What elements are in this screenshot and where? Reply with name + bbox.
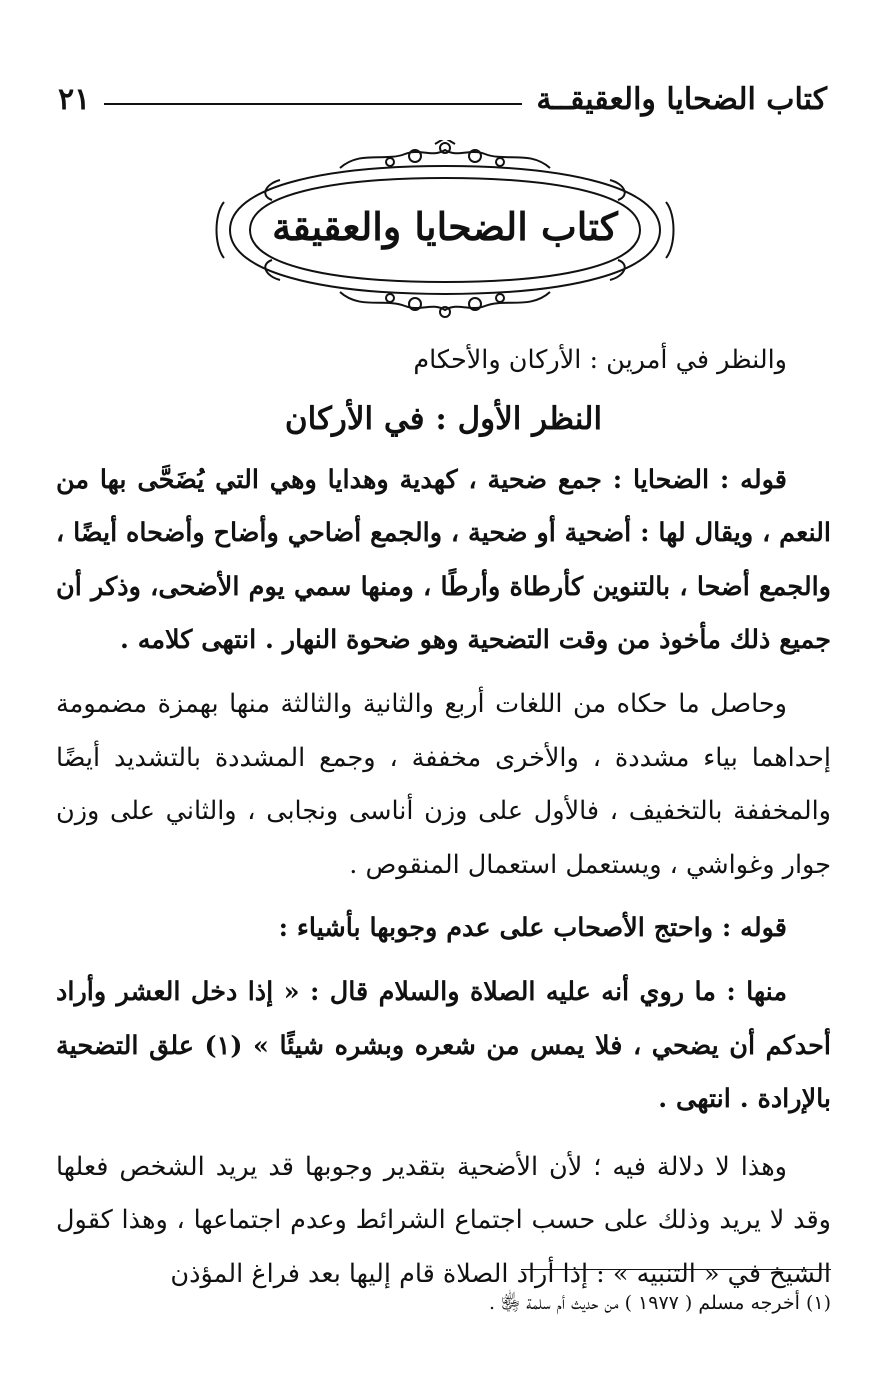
page-number: ٢١ [58, 82, 91, 117]
paragraph-3: قوله : واحتج الأصحاب على عدم وجوبها بأشياء : [278, 913, 787, 944]
running-header [58, 78, 827, 122]
paragraph-2: وحاصل ما حكاه من اللغات أربع والثانية والثالثة منها بهمزة مضمومة إحداهما بياء مشددة ، والأخرى مخففة ، وجمع المشددة بالتشديد أيضًا والمخففة بالتخفيف ، فالأول على وزن أناسى ونجابى ، والثاني على وزن جوار وغواشي ، ويستعمل استعمال المنقوص . [56, 688, 831, 880]
paragraph-4: منها : ما روي أنه عليه الصلاة والسلام قال : « إذا دخل العشر وأراد أحدكم أن يضحي ، فلا يمس من شعره وبشره شيئًا » (١) علق التضحية بالإرادة . انتهى . [56, 976, 832, 1115]
header-rule [104, 103, 522, 105]
intro-line: والنظر في أمرين : الأركان والأحكام [413, 345, 787, 375]
chapter-title: كتاب الضحايا والعقيقة [272, 204, 618, 249]
chapter-title-cartouche [210, 140, 680, 320]
paragraph-1: قوله : الضحايا : جمع ضحية ، كهدية وهدايا وهي التي يُضَحَّى بها من النعم ، ويقال لها : أضحية أو ضحية ، والجمع أضاحي وأضاح وأضحاه أيضًا ، والجمع أضحا ، بالتنوين كأرطاة وأرطًا ، ومنها سمي يوم الأضحى، وذكر أن جميع ذلك مأخوذ من وقت التضحية وهو ضحوة النهار . انتهى كلامه . [55, 464, 831, 656]
footnote-rule [521, 1269, 831, 1270]
main-text [56, 334, 831, 1302]
section-heading: النظر الأول : في الأركان [284, 400, 603, 437]
footnote: (١) أخرجه مسلم ( ١٩٧٧ ) من حديث أم سلمة ﵂ . [488, 1292, 831, 1314]
paragraph-5: وهذا لا دلالة فيه ؛ لأن الأضحية بتقدير وجوبها قد يريد الشخص فعلها وقد لا يريد وذلك على حسب اجتماع الشرائط وعدم اجتماعها ، وهذا كقول الشيخ في « التنبيه » : إذا أراد الصلاة قام إليها بعد فراغ المؤذن [56, 1151, 831, 1289]
running-title: كتاب الضحايا والعقيقــة [536, 82, 827, 117]
